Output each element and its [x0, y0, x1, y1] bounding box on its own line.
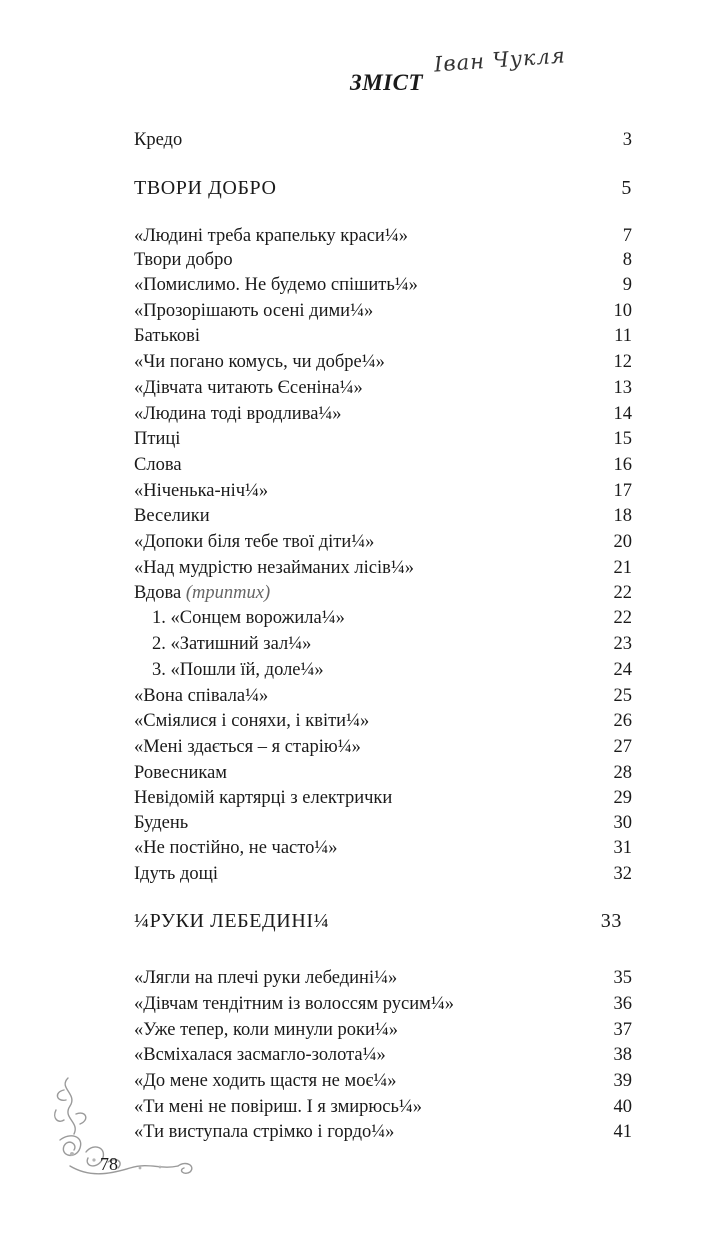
- toc-entry-page: 27: [613, 737, 632, 757]
- toc-entry-title: «Чи погано комусь, чи добре¼»: [134, 352, 385, 372]
- toc-entry-title: «Прозорішають осені дими¼»: [134, 301, 374, 321]
- toc-entry-title: 2. «Затишний зал¼»: [152, 634, 312, 654]
- toc-entry-page: 41: [613, 1122, 632, 1142]
- toc-entry-page: 28: [613, 763, 632, 783]
- toc-entry-note: (триптих): [185, 583, 271, 603]
- toc-entry-page: 9: [622, 275, 632, 295]
- toc-entry: [134, 1017, 632, 1043]
- toc-entry: [134, 127, 632, 153]
- toc-entry: [134, 580, 632, 606]
- toc-entry-page: 32: [613, 864, 632, 884]
- toc-entry-title: ТВОРИ ДОБРО: [134, 177, 277, 199]
- toc-entry-page: 23: [613, 634, 632, 654]
- toc-entry: [134, 555, 632, 581]
- toc-entry-title: 1. «Сонцем ворожила¼»: [152, 608, 345, 628]
- toc-entry-title: [134, 580, 270, 606]
- toc-entry: [134, 298, 632, 324]
- toc-entry-page: 12: [613, 352, 632, 372]
- toc-section-heading: [134, 908, 622, 934]
- header: [350, 43, 650, 108]
- toc-entry: [134, 349, 632, 375]
- toc-entry: [134, 683, 632, 709]
- toc-entry-page: 7: [622, 226, 632, 246]
- toc-entry-page: 20: [613, 532, 632, 552]
- toc-entry: [134, 426, 632, 452]
- toc-entry-title: Невідомій картярці з електрички: [134, 788, 393, 808]
- toc-entry: [134, 401, 632, 427]
- toc-entry-title: «Уже тепер, коли минули роки¼»: [134, 1020, 399, 1040]
- toc-entry-page: 14: [613, 404, 632, 424]
- toc-entry-title: «Людині треба крапельку краси¼»: [134, 226, 408, 246]
- toc-entry-page: 16: [613, 455, 632, 475]
- toc-subentry: [134, 657, 632, 683]
- toc-entry: [134, 529, 632, 555]
- toc-entry-title: «Людина тоді вродлива¼»: [134, 404, 342, 424]
- toc-entry-page: 31: [613, 838, 632, 858]
- toc-entry-title-text: Вдова: [134, 583, 182, 603]
- toc-entry-page: 11: [614, 326, 632, 346]
- toc-entry-title: Птиці: [134, 429, 181, 449]
- toc-entry-page: 5: [621, 177, 632, 199]
- toc-entry-page: 13: [613, 378, 632, 398]
- toc-entry-title: Веселики: [134, 506, 210, 526]
- toc-entry-page: 40: [613, 1097, 632, 1117]
- toc-entry-page: 3: [622, 130, 632, 150]
- toc-entry: [134, 452, 632, 478]
- toc-entry-title: «Помислимо. Не будемо спішить¼»: [134, 275, 418, 295]
- page-title: ЗМІСТ: [350, 70, 423, 95]
- toc-entry-title: «Всміхалася засмагло-золота¼»: [134, 1045, 386, 1065]
- author-signature: Іван Чукля: [433, 43, 567, 77]
- toc-entry-page: 17: [613, 481, 632, 501]
- toc-entry-title: ¼РУКИ ЛЕБЕДИНІ¼: [134, 910, 330, 932]
- toc-entry: [134, 760, 632, 786]
- toc-entry: [134, 247, 632, 273]
- toc-entry: [134, 810, 632, 836]
- toc-entry-title: Ровесникам: [134, 763, 228, 783]
- toc-entry: [134, 223, 632, 249]
- toc-entry: [134, 991, 632, 1017]
- toc-entry: [134, 861, 632, 887]
- toc-entry-title: «Лягли на плечі руки лебедині¼»: [134, 968, 398, 988]
- toc-entry: [134, 734, 632, 760]
- toc-entry-page: 38: [613, 1045, 632, 1065]
- toc-entry-page: 10: [613, 301, 632, 321]
- toc-entry: [134, 835, 632, 861]
- toc-entry-title: «До мене ходить щастя не моє¼»: [134, 1071, 397, 1091]
- toc-entry: [134, 323, 632, 349]
- toc-entry-title: Ідуть дощі: [134, 864, 219, 884]
- toc-entry-page: 15: [613, 429, 632, 449]
- toc-entry-title: «Ніченька-ніч¼»: [134, 481, 269, 501]
- toc-entry-page: 18: [613, 506, 632, 526]
- toc-subentry: [134, 631, 632, 657]
- toc-entry-title: Кредо: [134, 130, 183, 150]
- toc-entry-page: 39: [613, 1071, 632, 1091]
- page-number: 78: [100, 1154, 118, 1174]
- toc-entry: [134, 375, 632, 401]
- toc-entry-page: 8: [622, 250, 632, 270]
- toc-entry-title: «Допоки біля тебе твої діти¼»: [134, 532, 375, 552]
- toc-entry-title: «Вона співала¼»: [134, 686, 269, 706]
- toc-subentry: [134, 605, 632, 631]
- toc-entry-page: 37: [613, 1020, 632, 1040]
- toc-entry-title: «Мені здається – я старію¼»: [134, 737, 361, 757]
- toc-entry-title: Слова: [134, 455, 182, 475]
- toc-entry-page: 22: [613, 608, 632, 628]
- toc-entry: [134, 708, 632, 734]
- toc-entry-page: 24: [613, 660, 632, 680]
- toc-section-heading: [134, 175, 632, 201]
- toc-entry: [134, 478, 632, 504]
- toc-entry-title: «Ти виступала стрімко і гордо¼»: [134, 1122, 395, 1142]
- toc-entry-title: «Над мудрістю незайманих лісів¼»: [134, 558, 415, 578]
- toc-entry-title: «Дівчам тендітним із волоссям русим¼»: [134, 994, 454, 1014]
- toc-entry-page: 33: [600, 910, 622, 932]
- toc-entry-page: 36: [613, 994, 632, 1014]
- toc-entry: [134, 965, 632, 991]
- toc-entry: [134, 1042, 632, 1068]
- toc-entry-title: Будень: [134, 813, 189, 833]
- toc-entry-title: «Дівчата читають Єсеніна¼»: [134, 378, 363, 398]
- toc-entry: [134, 785, 632, 811]
- toc-entry-page: 25: [613, 686, 632, 706]
- toc-entry-title: 3. «Пошли їй, доле¼»: [152, 660, 324, 680]
- toc-entry-title: «Сміялися і соняхи, і квіти¼»: [134, 711, 370, 731]
- toc-entry-page: 21: [613, 558, 632, 578]
- toc-entry-page: 22: [613, 583, 632, 603]
- toc-entry-title: Твори добро: [134, 250, 233, 270]
- toc-entry: [134, 503, 632, 529]
- toc-entry-page: 26: [613, 711, 632, 731]
- toc-entry-title: «Не постійно, не часто¼»: [134, 838, 338, 858]
- toc-entry-page: 29: [613, 788, 632, 808]
- toc-entry-page: 30: [613, 813, 632, 833]
- toc-entry-title: Батькові: [134, 326, 201, 346]
- toc-entry-title: «Ти мені не повіриш. І я змирюсь¼»: [134, 1097, 423, 1117]
- floral-ornament-icon: [50, 1070, 210, 1185]
- toc-entry: [134, 272, 632, 298]
- toc-entry-page: 35: [613, 968, 632, 988]
